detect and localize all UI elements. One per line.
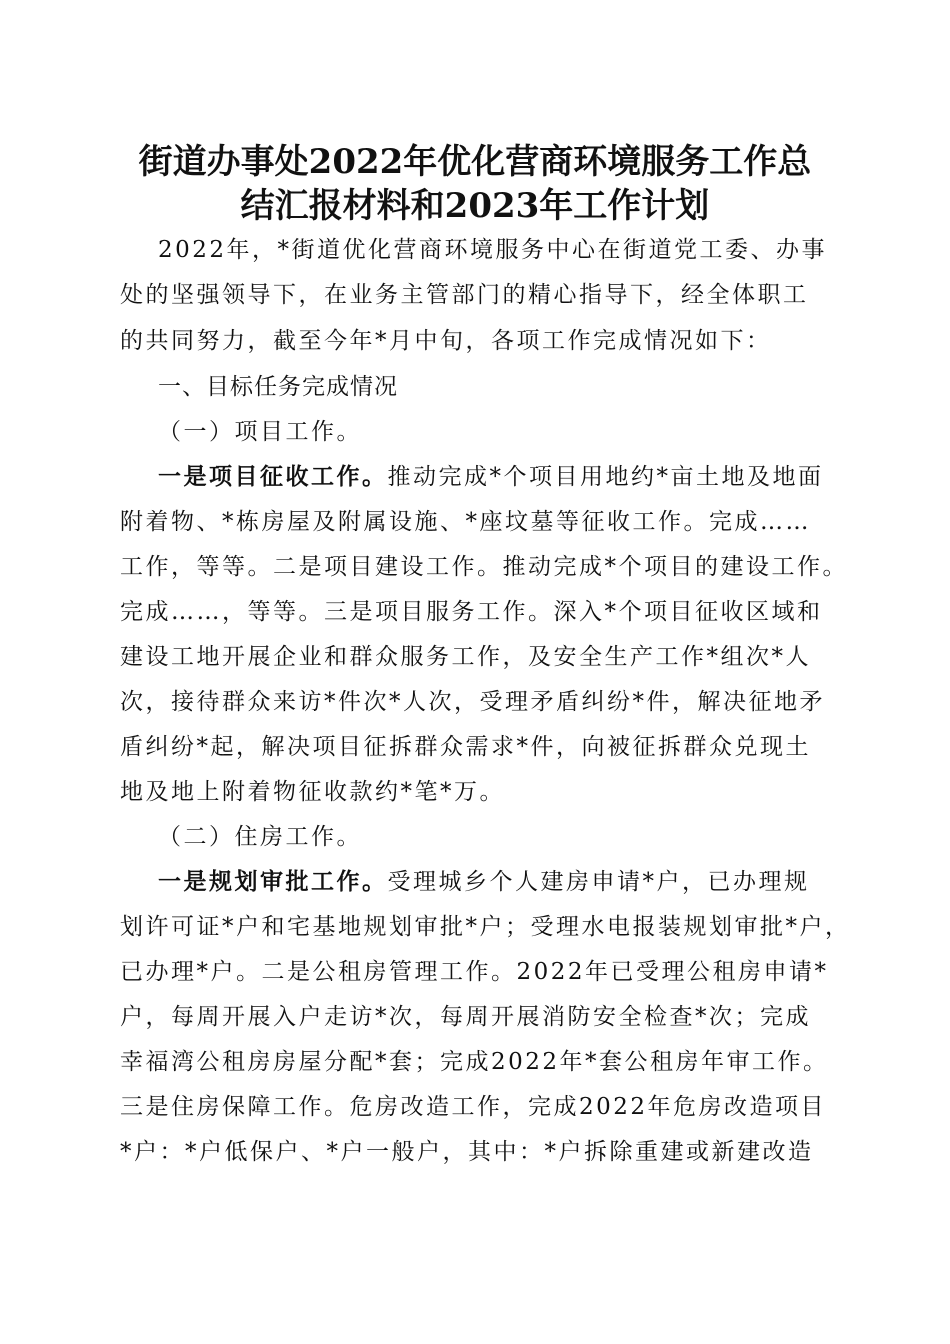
housing-work-first-rest: 受理城乡个人建房申请*户，已办理规: [387, 869, 810, 895]
section-1-heading: 一、目标任务完成情况: [158, 374, 398, 400]
project-work-line: 附着物、*栋房屋及附属设施、*座坟墓等征收工作。完成……: [120, 509, 811, 535]
housing-work-line: 三是住房保障工作。危房改造工作，完成2022年危房改造项目: [120, 1094, 827, 1120]
housing-work-first-line: [158, 867, 840, 897]
document-title-line-2: 结汇报材料和2023年工作计划: [240, 186, 710, 226]
project-work-line: 工作，等等。二是项目建设工作。推动完成*个项目的建设工作。: [120, 554, 848, 580]
housing-work-line: *户：*户低保户、*户一般户，其中：*户拆除重建或新建改造: [120, 1139, 814, 1165]
project-work-line: 建设工地开展企业和群众服务工作，及安全生产工作*组次*人: [120, 644, 811, 670]
intro-line-2: 处的坚强领导下，在业务主管部门的精心指导下，经全体职工: [120, 282, 809, 308]
document-title-line-1: 街道办事处2022年优化营商环境服务工作总: [138, 142, 812, 182]
project-work-line: 地及地上附着物征收款约*笔*万。: [120, 779, 505, 805]
project-work-line: 盾纠纷*起，解决项目征拆群众需求*件，向被征拆群众兑现土: [120, 734, 811, 760]
housing-work-line: 已办理*户。二是公租房管理工作。2022年已受理公租房申请*: [120, 959, 829, 985]
intro-line-1: 2022年，*街道优化营商环境服务中心在街道党工委、办事: [158, 237, 828, 263]
subsection-1-heading: （一）项目工作。: [158, 419, 362, 445]
project-work-first-line: [158, 462, 840, 492]
housing-work-line: 户，每周开展入户走访*次，每周开展消防安全检查*次；完成: [120, 1004, 811, 1030]
housing-work-line: 划许可证*户和宅基地规划审批*户；受理水电报装规划审批*户，: [120, 914, 851, 940]
housing-work-lead: 一是规划审批工作。: [158, 868, 388, 895]
project-work-line: 完成……，等等。三是项目服务工作。深入*个项目征收区域和: [120, 599, 823, 625]
intro-line-3: 的共同努力，截至今年*月中旬，各项工作完成情况如下：: [120, 328, 772, 354]
subsection-2-heading: （二）住房工作。: [158, 824, 362, 850]
project-work-line: 次，接待群众来访*件次*人次，受理矛盾纠纷*件，解决征地矛: [120, 689, 825, 715]
housing-work-line: 幸福湾公租房房屋分配*套；完成2022年*套公租房年审工作。: [120, 1049, 829, 1075]
project-work-lead: 一是项目征收工作。: [158, 463, 388, 490]
project-work-first-rest: 推动完成*个项目用地约*亩土地及地面: [387, 464, 824, 490]
